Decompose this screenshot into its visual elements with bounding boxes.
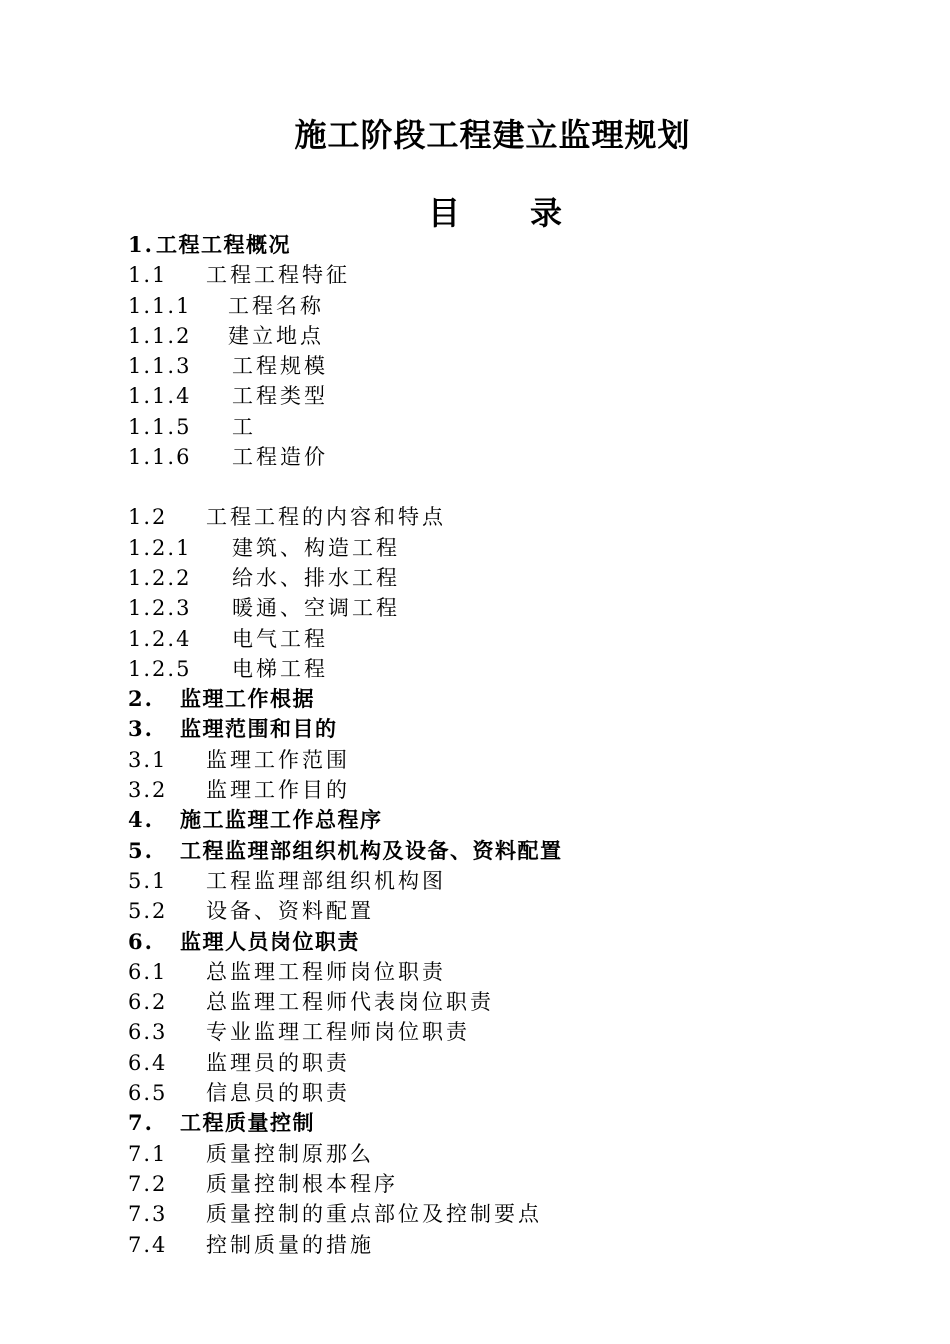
toc-entry-number: 6.5: [128, 1081, 168, 1106]
toc-entry-text: 专业监理工程师岗位职责: [206, 1020, 470, 1045]
toc-entry[interactable]: [128, 1017, 908, 1047]
toc-entry[interactable]: [128, 927, 908, 957]
toc-entry-text: 工程监理部组织机构图: [206, 868, 446, 893]
toc-entry-number: 5.2: [128, 899, 168, 924]
toc-entry-number: 1.1.3: [128, 354, 192, 379]
toc-heading-char-right: 录: [530, 194, 563, 232]
toc-entry[interactable]: [128, 260, 908, 290]
toc-entry-number: 1.1: [128, 263, 168, 288]
toc-entry[interactable]: [128, 412, 908, 442]
toc-entry[interactable]: [128, 1199, 908, 1229]
toc-entry-text: 监理工作根据: [180, 686, 315, 712]
toc-entry[interactable]: [128, 987, 908, 1017]
toc-entry[interactable]: [128, 836, 908, 866]
toc-entry-number: 1.1.2: [128, 323, 192, 348]
toc-entry-text: 工程名称: [228, 293, 324, 318]
toc-entry-text: 监理人员岗位职责: [180, 928, 360, 954]
toc-entry[interactable]: [128, 351, 908, 381]
toc-entry-text: 质量控制根本程序: [206, 1171, 398, 1196]
toc-entry-text: 质量控制的重点部位及控制要点: [206, 1202, 542, 1227]
toc-entry-number: 1.2.3: [128, 596, 192, 621]
toc-entry-number: 6.1: [128, 959, 168, 984]
toc-entry-number: 6.2: [128, 990, 168, 1015]
toc-entry-number: 1.1.4: [128, 384, 192, 409]
toc-entry-number: 1.1.5: [128, 414, 192, 439]
toc-entry[interactable]: [128, 1078, 908, 1108]
toc-entry-text: 工程质量控制: [180, 1110, 315, 1136]
toc-entry-text: 质量控制原那么: [206, 1141, 374, 1166]
toc-heading-char-left: 目: [428, 194, 461, 232]
toc-entry-text: 监理工作范围: [206, 747, 350, 772]
toc-entry[interactable]: [128, 775, 908, 805]
toc-entry-number: 5.1: [128, 868, 168, 893]
toc-entry[interactable]: [128, 957, 908, 987]
toc-entry[interactable]: [128, 442, 908, 472]
toc-entry-number: 2.: [128, 686, 154, 712]
toc-entry-text: 工程规模: [232, 354, 328, 379]
toc-entry[interactable]: [128, 1048, 908, 1078]
toc-entry-number: 1.2.2: [128, 565, 192, 590]
toc-entry[interactable]: [128, 291, 908, 321]
toc-entry-text: 监理工作目的: [206, 778, 350, 803]
toc-entry-text: 工程造价: [232, 445, 328, 470]
toc-entry[interactable]: [128, 654, 908, 684]
toc-entry-number: 1.2.5: [128, 656, 192, 681]
toc-entry-number: 4.: [128, 807, 154, 833]
toc-entry-number: 5.: [128, 837, 154, 863]
toc-entry-number: 1.2.1: [128, 535, 192, 560]
toc-entry-number: 7.: [128, 1110, 154, 1136]
toc-entry-number: 1.1.1: [128, 293, 192, 318]
toc-entry[interactable]: [128, 1139, 908, 1169]
toc-spacer: [128, 472, 908, 502]
toc-entry-number: 7.1: [128, 1141, 168, 1166]
toc-entry-text: 工程监理部组织机构及设备、资料配置: [180, 837, 563, 863]
toc-entry[interactable]: [128, 321, 908, 351]
toc-entry[interactable]: [128, 684, 908, 714]
toc-entry-number: 3.1: [128, 747, 168, 772]
table-of-contents: [128, 230, 908, 1260]
toc-entry-text: 监理员的职责: [206, 1050, 350, 1075]
toc-entry[interactable]: [128, 593, 908, 623]
toc-entry-number: 1.2.4: [128, 626, 192, 651]
toc-entry-text: 工程工程的内容和特点: [206, 505, 446, 530]
toc-entry-text: 工程工程概况: [156, 232, 291, 257]
toc-entry-text: 设备、资料配置: [206, 899, 374, 924]
toc-entry-text: 给水、排水工程: [232, 565, 400, 590]
toc-entry-text: 建立地点: [228, 323, 324, 348]
toc-entry[interactable]: [128, 381, 908, 411]
toc-entry[interactable]: [128, 230, 908, 260]
toc-entry-number: 1.: [128, 232, 154, 257]
toc-entry-text: 总监理工程师代表岗位职责: [206, 990, 494, 1015]
toc-entry[interactable]: [128, 866, 908, 896]
toc-entry-text: 监理范围和目的: [180, 716, 338, 742]
toc-entry-text: 控制质量的措施: [206, 1232, 374, 1257]
toc-entry-text: 电梯工程: [232, 656, 328, 681]
toc-entry-number: 3.2: [128, 778, 168, 803]
toc-entry-text: 总监理工程师岗位职责: [206, 959, 446, 984]
toc-entry[interactable]: [128, 533, 908, 563]
toc-entry-number: 1.1.6: [128, 445, 192, 470]
toc-entry-text: 工程工程特征: [206, 263, 350, 288]
toc-entry[interactable]: [128, 624, 908, 654]
toc-entry-text: 电气工程: [232, 626, 328, 651]
toc-entry[interactable]: [128, 1108, 908, 1138]
toc-entry[interactable]: [128, 1230, 908, 1260]
toc-entry[interactable]: [128, 805, 908, 835]
toc-entry-number: 3.: [128, 716, 154, 742]
toc-entry-text: 暖通、空调工程: [232, 596, 400, 621]
toc-entry[interactable]: [128, 714, 908, 744]
toc-entry[interactable]: [128, 745, 908, 775]
toc-entry[interactable]: [128, 502, 908, 532]
toc-entry-number: 1.2: [128, 505, 168, 530]
toc-entry[interactable]: [128, 1169, 908, 1199]
toc-entry-text: 信息员的职责: [206, 1081, 350, 1106]
document-title: 施工阶段工程建立监理规划: [294, 116, 691, 154]
toc-entry-number: 6.: [128, 928, 154, 954]
toc-entry-number: 7.4: [128, 1232, 168, 1257]
toc-entry-number: 6.4: [128, 1050, 168, 1075]
toc-entry-text: 工程类型: [232, 384, 328, 409]
toc-entry-text: 施工监理工作总程序: [180, 807, 383, 833]
toc-entry-text: 工: [232, 414, 256, 439]
toc-entry-text: 建筑、构造工程: [232, 535, 400, 560]
toc-entry-number: 6.3: [128, 1020, 168, 1045]
toc-entry[interactable]: [128, 896, 908, 926]
toc-entry[interactable]: [128, 563, 908, 593]
toc-entry-number: 7.2: [128, 1171, 168, 1196]
toc-entry-number: 7.3: [128, 1202, 168, 1227]
